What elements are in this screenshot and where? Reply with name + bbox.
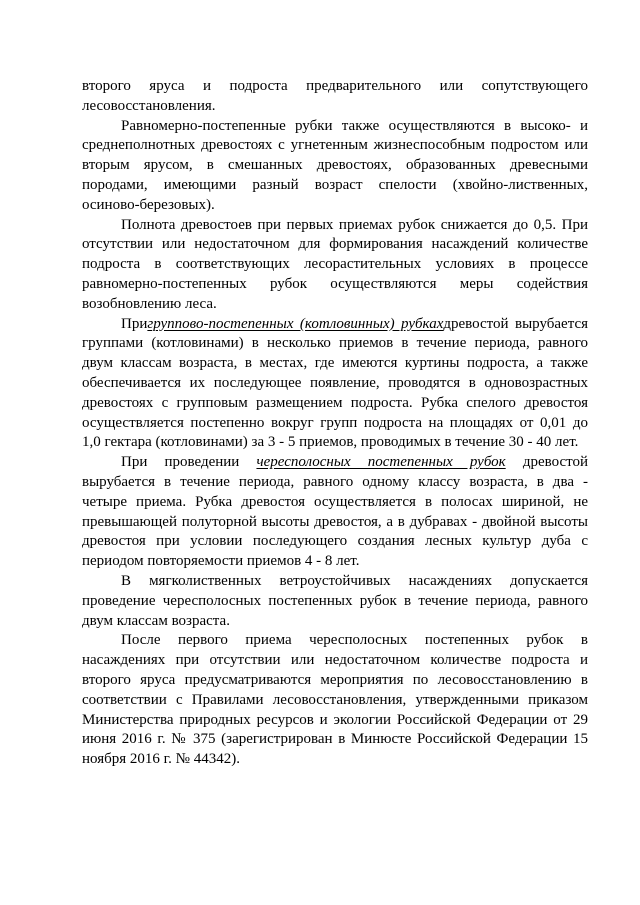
text-line: осиново-березовых). <box>82 196 215 213</box>
line-lead: При <box>121 315 148 332</box>
text-line: древостоях с групповым размещением подроста. Рубка спелого древостоя <box>82 394 588 411</box>
paragraph <box>82 572 588 631</box>
text-line: проведение чересполосных постепенных рубок в течение периода, равного <box>82 592 588 609</box>
paragraph <box>82 315 588 454</box>
text-line: 1,0 гектара (котловинами) за 3 - 5 приемов, проводимых в течение 30 - 40 лет. <box>82 434 579 451</box>
text-line: двум классам возраста, в местах, где имеются куртины подроста, а также <box>82 355 588 372</box>
term-group-gradual-cutting: группово-постепенных (котловинных) рубках <box>147 315 444 332</box>
text-line: равномерно-постепенных рубок осуществляются меры содействия <box>82 275 588 292</box>
text-line: вырубается в течение периода, равного одному классу возраста, в два - <box>82 473 588 490</box>
document-body <box>82 77 588 770</box>
text-line: обеспечивается их последующее появление, проводятся в одновозрастных <box>82 374 588 391</box>
text-line: отсутствии или недостаточном для формирования насаждений количестве <box>82 236 588 253</box>
text-line: Министерства природных ресурсов и экологии Российской Федерации от 29 <box>82 711 588 728</box>
text-line: После первого приема чересполосных постепенных рубок в <box>121 632 588 649</box>
text-line: четыре приема. Рубка древостоя осуществляется в полосах шириной, не <box>82 493 588 510</box>
text-line: группами (котловинами) в несколько приемов в течение периода, равного <box>82 335 588 352</box>
text-line: ноября 2016 г. № 44342). <box>82 751 240 768</box>
text-line: осуществляется постепенно вокруг групп подроста на площадях от 0,01 до <box>82 414 588 431</box>
term-strip-gradual-cutting: чересполосных постепенных рубок <box>256 454 506 471</box>
text-line: соответствии с Правилами лесовосстановления, утвержденными приказом <box>82 691 588 708</box>
text-line: второго яруса предусматриваются мероприятия по лесовосстановлению в <box>82 671 588 688</box>
text-line: Равномерно-постепенные рубки также осуществляются в высоко- и <box>121 117 588 134</box>
text-line: периодом повторяемости приемов 4 - 8 лет. <box>82 553 360 570</box>
text-line: возобновлению леса. <box>82 295 217 312</box>
paragraph <box>82 77 588 117</box>
paragraph <box>82 453 588 572</box>
text-line: лесовосстановления. <box>82 97 216 114</box>
text-line <box>82 315 588 335</box>
line-lead: При проведении <box>121 454 240 471</box>
paragraph <box>82 631 588 770</box>
text-line: второго яруса и подроста предварительного или сопутствующего <box>82 78 588 94</box>
text-line: насаждениях при отсутствии или недостаточном количестве подроста и <box>82 652 588 669</box>
text-line: среднеполнотных древостоях с угнетенным жизнеспособным подростом или <box>82 137 588 154</box>
paragraph <box>82 117 588 216</box>
text-line: древостоя при условии последующего создания лесных культур дуба с <box>82 533 588 550</box>
text-line <box>82 453 588 473</box>
text-line: Полнота древостоев при первых приемах рубок снижается до 0,5. При <box>121 216 588 233</box>
line-tail: древостой <box>522 454 589 471</box>
text-line: В мягколиственных ветроустойчивых насаждениях допускается <box>121 572 588 589</box>
text-line: превышающей полуторной высоты древостоя, а в дубравах - двойной высоты <box>82 513 588 530</box>
text-line: двум классам возраста. <box>82 612 230 629</box>
text-line: подроста в соответствующих лесорастительных условиях в процессе <box>82 256 588 273</box>
line-tail: древостой вырубается <box>443 315 588 332</box>
text-line: июня 2016 г. № 375 (зарегистрирован в Минюсте Российской Федерации 15 <box>82 731 588 748</box>
text-line: породами, имеющими разный возраст спелости (хвойно-лиственных, <box>82 176 588 193</box>
paragraph <box>82 216 588 315</box>
text-line: вторым ярусом, в смешанных древостоях, образованных древесными <box>82 157 588 174</box>
